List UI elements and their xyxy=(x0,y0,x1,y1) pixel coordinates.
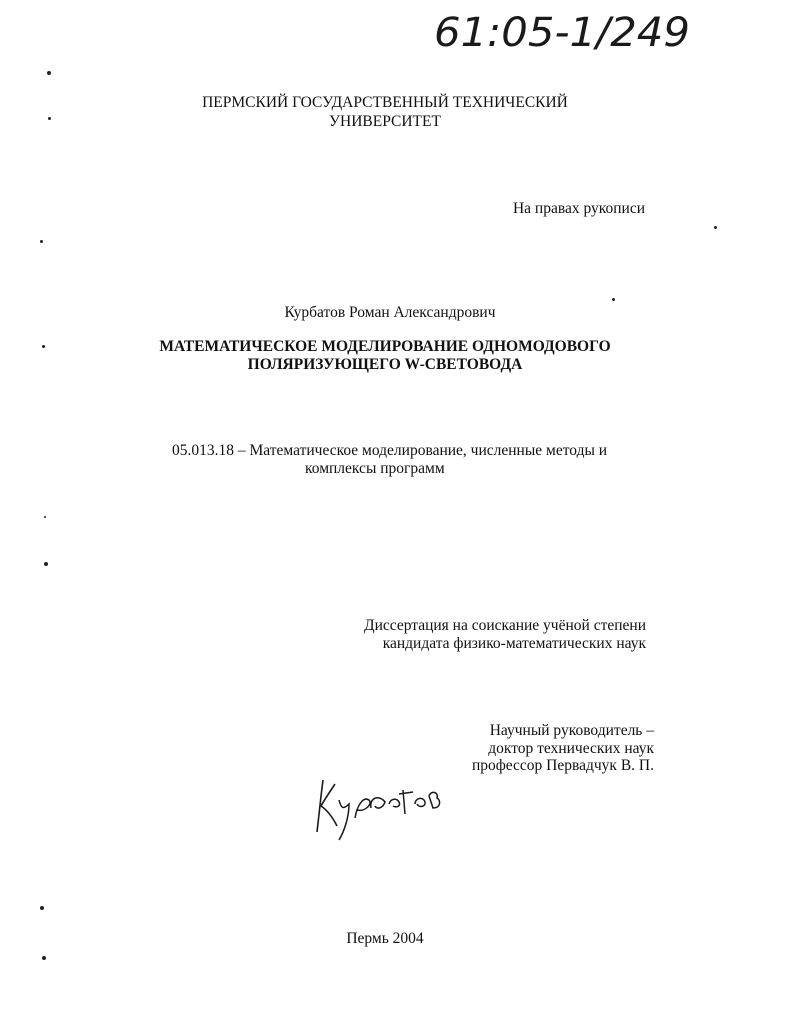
supervisor-line-3: профессор Первадчук В. П. xyxy=(471,757,654,774)
specialty-line-1: 05.013.18 – Математическое моделирование, численные методы и xyxy=(172,442,608,459)
supervisor-line-1: Научный руководитель – xyxy=(489,722,654,739)
scan-speck xyxy=(714,226,717,229)
scan-speck xyxy=(42,345,45,348)
handwritten-archive-code xyxy=(430,6,700,56)
university-line-2: УНИВЕРСИТЕТ xyxy=(329,113,441,130)
scan-speck xyxy=(40,906,44,910)
scan-speck xyxy=(612,298,615,301)
scan-speck xyxy=(40,240,43,243)
university-line-1: ПЕРМСКИЙ ГОСУДАРСТВЕННЫЙ ТЕХНИЧЕСКИЙ xyxy=(202,94,568,111)
author-name: Курбатов Роман Александрович xyxy=(284,304,496,321)
scan-speck xyxy=(48,117,51,120)
scan-speck xyxy=(44,516,46,518)
scan-speck xyxy=(42,956,46,960)
manuscript-rights-note: На правах рукописи xyxy=(512,200,645,217)
dissertation-title-line-1: МАТЕМАТИЧЕСКОЕ МОДЕЛИРОВАНИЕ ОДНОМОДОВОГО xyxy=(159,338,611,355)
author-signature xyxy=(305,770,455,845)
handwritten-archive-code-text: 61:05-1/249 xyxy=(434,10,690,56)
city-year: Пермь 2004 xyxy=(346,930,424,947)
specialty-line-2: комплексы программ xyxy=(305,460,445,477)
dissertation-degree-line-2: кандидата физико-математических наук xyxy=(382,635,646,652)
author-signature-text: Курбатов xyxy=(305,770,309,771)
supervisor-line-2: доктор технических наук xyxy=(488,740,654,757)
dissertation-degree-line-1: Диссертация на соискание учёной степени xyxy=(364,617,646,634)
dissertation-title-line-2: ПОЛЯРИЗУЮЩЕГО W-СВЕТОВОДА xyxy=(247,356,523,373)
scan-speck xyxy=(44,562,48,566)
scan-speck xyxy=(47,71,51,75)
